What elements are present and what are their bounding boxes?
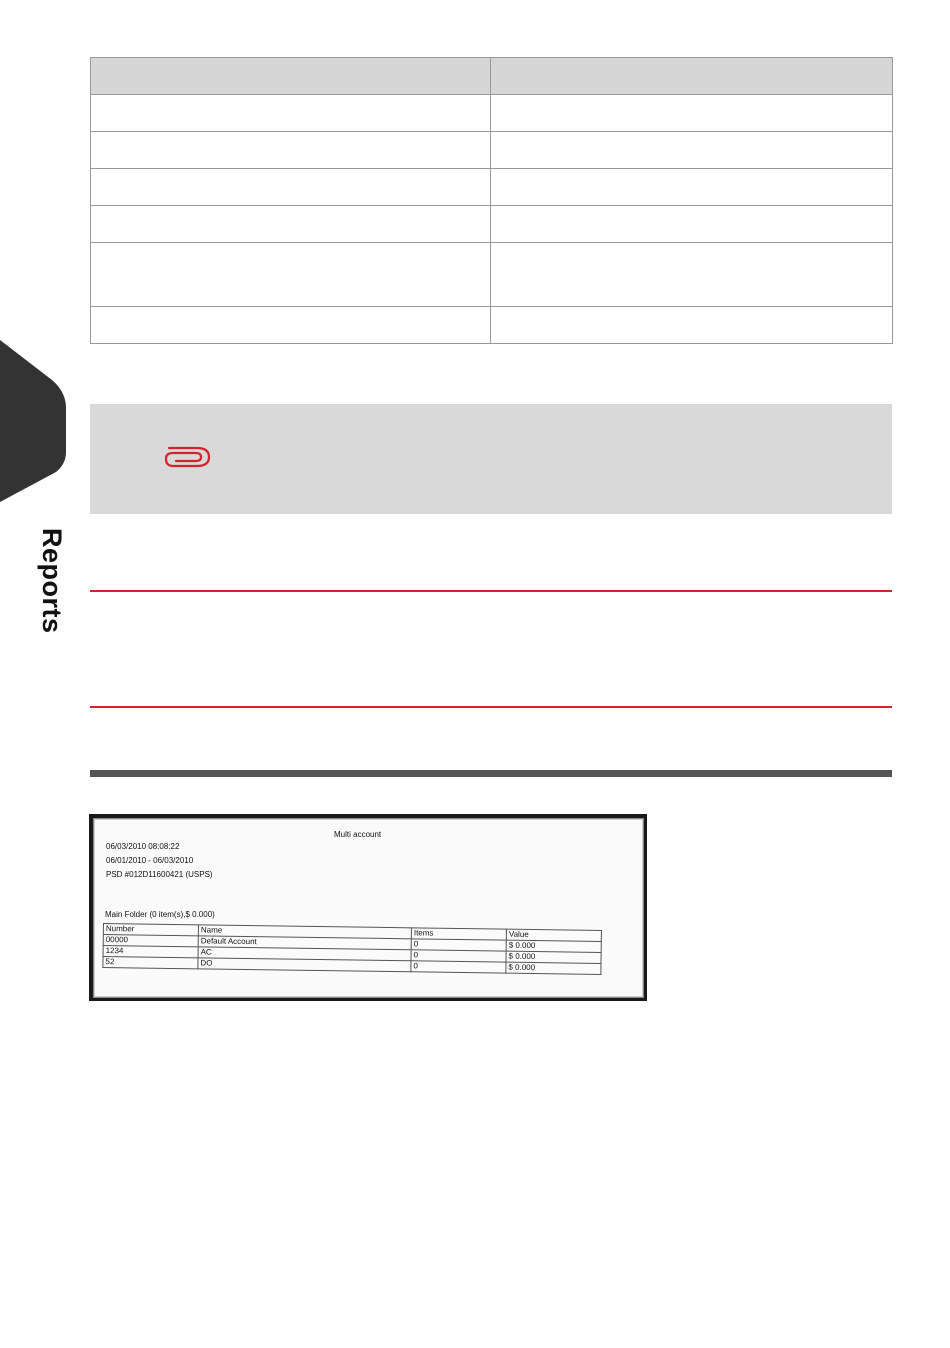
report-cell: $ 0.000 — [506, 951, 601, 963]
section-divider — [90, 770, 892, 777]
table-cell — [490, 243, 893, 307]
side-tab-label: Reports — [37, 528, 67, 634]
table-cell — [91, 132, 491, 169]
table-cell — [91, 307, 491, 344]
table-cell — [91, 243, 491, 307]
table-row — [91, 206, 893, 243]
red-divider-bottom — [90, 706, 892, 708]
table-header-row — [91, 58, 893, 95]
table-cell — [490, 132, 893, 169]
table-row — [91, 132, 893, 169]
table-cell — [91, 169, 491, 206]
report-cell: $ 0.000 — [506, 962, 601, 974]
side-tab — [0, 340, 66, 502]
report-cell: Default Account — [198, 936, 411, 950]
report-col-header: Name — [198, 925, 411, 939]
report-cell: AC — [198, 947, 411, 961]
params-table — [90, 57, 893, 344]
report-cell: 00000 — [103, 935, 198, 947]
report-cell: 52 — [103, 957, 198, 969]
report-col-header: Number — [103, 924, 198, 936]
table-cell — [91, 95, 491, 132]
report-title: Multi account — [334, 830, 382, 839]
note-box — [90, 404, 892, 514]
table-cell — [490, 307, 893, 344]
report-cell: DO — [198, 958, 411, 972]
report-sample-image — [89, 814, 647, 1001]
table-cell — [490, 206, 893, 243]
table-cell — [490, 169, 893, 206]
report-paper — [93, 818, 644, 998]
report-cell: 0 — [411, 950, 506, 962]
red-divider-top — [90, 590, 892, 592]
table-row — [91, 307, 893, 344]
table-row — [91, 243, 893, 307]
table-cell — [91, 206, 491, 243]
table-row — [91, 95, 893, 132]
paperclip-icon — [163, 444, 213, 470]
table-header-cell — [91, 58, 491, 95]
report-cell: 0 — [411, 961, 506, 973]
report-datetime: 06/03/2010 08:08:22 — [106, 842, 180, 851]
table-header-cell — [490, 58, 893, 95]
table-cell — [490, 95, 893, 132]
report-cell: 0 — [411, 939, 506, 951]
report-table — [102, 923, 602, 975]
report-period: 06/01/2010 - 06/03/2010 — [106, 856, 194, 865]
table-row — [91, 169, 893, 206]
report-cell: $ 0.000 — [506, 940, 601, 952]
report-col-header: Items — [411, 928, 506, 940]
report-col-header: Value — [506, 929, 601, 941]
report-folder: Main Folder (0 item(s),$ 0.000) — [105, 910, 215, 919]
report-cell: 1234 — [103, 946, 198, 958]
report-psd: PSD #012D11600421 (USPS) — [106, 870, 213, 879]
